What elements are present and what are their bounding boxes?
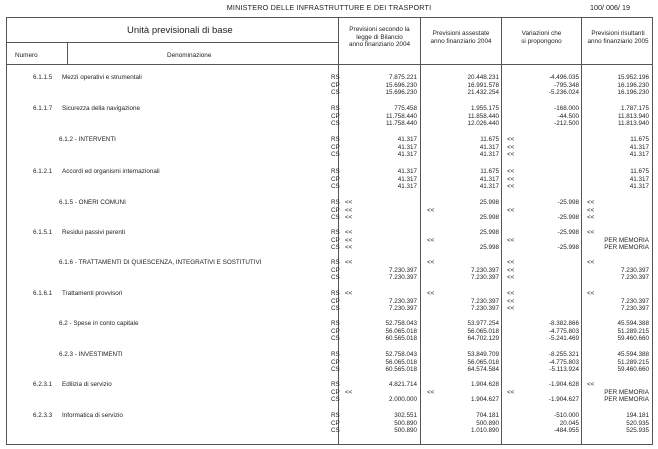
col-header-previsioni-bilancio: Previsioni secondo la legge di Bilancio anno finanziario 2004 <box>348 26 411 49</box>
value-column-2 <box>427 290 499 313</box>
value-cell: 7.875.221 <box>388 74 417 81</box>
value-cell: 21.432.254 <box>467 89 499 97</box>
value-cell: << <box>345 244 353 252</box>
page-number: 100/ 006/ 19 <box>590 3 630 12</box>
value-cell: << <box>507 168 515 175</box>
value-column-4 <box>587 229 649 252</box>
value-column-4 <box>587 74 649 97</box>
value-cell: 51.289.215 <box>617 358 649 366</box>
value-column-1 <box>345 229 417 252</box>
section-title: Unità previsionali di base <box>127 25 233 36</box>
table-row <box>7 259 654 289</box>
value-column-3 <box>507 105 579 128</box>
value-cell: 16.196.230 <box>617 81 649 89</box>
col-header-variazioni: Variazioni che si propongono <box>521 30 562 45</box>
header-divider-left <box>7 42 338 43</box>
value-column-4 <box>587 412 649 435</box>
type-label: RS <box>331 105 340 112</box>
row-description: Trattamenti provvisori <box>62 290 123 297</box>
value-cell: 20.448.231 <box>467 74 499 81</box>
row-description: Residui passivi perenti <box>62 229 125 236</box>
value-cell: -5.113.924 <box>549 366 579 374</box>
row-code: 6.1.1.7 <box>33 105 53 112</box>
value-column-3 <box>507 199 579 222</box>
value-cell: << <box>507 236 515 244</box>
row-code: 6.1.6.1 <box>33 290 53 297</box>
value-cell: 11.813.940 <box>617 112 649 120</box>
table-row <box>7 351 654 381</box>
value-cell: 41.317 <box>397 143 417 151</box>
value-column-2 <box>427 199 499 222</box>
value-cell: 41.317 <box>479 183 499 191</box>
value-cell: 302.551 <box>394 412 417 419</box>
type-label: RS <box>331 320 340 327</box>
value-cell: -25.998 <box>557 199 579 206</box>
value-cell: 59.460.660 <box>617 335 649 343</box>
value-cell: << <box>507 136 515 143</box>
type-label: RS <box>331 412 340 419</box>
row-types <box>331 74 340 97</box>
row-description: 6.1.2 - INTERVENTI <box>59 136 116 143</box>
type-label: CP <box>331 327 340 335</box>
row-description: Informatica di servizio <box>62 412 123 419</box>
type-label: RS <box>331 74 340 81</box>
table-row <box>7 381 654 411</box>
value-cell: 41.317 <box>479 175 499 183</box>
value-column-3 <box>507 229 579 252</box>
value-cell: -5.236.024 <box>548 89 579 97</box>
col-header-denominazione: Denominazione <box>167 52 212 59</box>
value-cell: 16.196.230 <box>617 89 649 97</box>
value-column-1 <box>345 136 417 159</box>
value-cell: << <box>507 175 515 183</box>
row-types <box>331 259 340 282</box>
row-types <box>331 105 340 128</box>
value-cell: << <box>507 266 515 274</box>
value-column-3 <box>507 351 579 374</box>
value-cell: 11.758.440 <box>385 112 417 120</box>
value-cell: 7.230.397 <box>620 305 649 313</box>
value-cell: 45.594.388 <box>617 320 649 327</box>
type-label: CP <box>331 206 340 214</box>
value-cell: PER MEMORIA <box>604 396 649 404</box>
value-column-4 <box>587 381 649 404</box>
value-column-1 <box>345 290 417 313</box>
value-cell: 25.998 <box>479 214 499 222</box>
value-cell: << <box>587 290 595 297</box>
row-description: Accordi ed organismi internazionali <box>62 168 160 175</box>
type-label: CS <box>331 274 340 282</box>
type-label: RS <box>331 290 340 297</box>
value-cell: << <box>345 236 353 244</box>
value-cell: 15.952.196 <box>617 74 649 81</box>
value-column-3 <box>507 320 579 343</box>
value-cell: -4.775.803 <box>548 327 579 335</box>
value-cell: 11.813.940 <box>617 120 649 128</box>
type-label: CS <box>331 89 340 97</box>
type-label: CS <box>331 396 340 404</box>
value-cell: 2.000.000 <box>388 396 417 404</box>
value-cell: 52.758.043 <box>385 351 417 358</box>
col-header-numero: Numero <box>15 52 38 59</box>
row-code: 6.2.3.3 <box>33 412 53 419</box>
value-column-2 <box>427 229 499 252</box>
value-column-4 <box>587 105 649 128</box>
value-cell: 20.045 <box>559 419 579 427</box>
value-cell: 7.230.397 <box>470 274 499 282</box>
value-column-2 <box>427 105 499 128</box>
value-cell: 7.230.397 <box>388 305 417 313</box>
value-cell: << <box>427 290 435 297</box>
value-column-4 <box>587 199 649 222</box>
value-column-3 <box>507 259 579 282</box>
value-cell: << <box>507 183 515 191</box>
value-cell: << <box>427 259 435 266</box>
value-column-4 <box>587 168 649 191</box>
value-cell: << <box>587 381 595 388</box>
value-column-3 <box>507 290 579 313</box>
value-cell: 41.317 <box>479 143 499 151</box>
value-cell: 41.317 <box>629 175 649 183</box>
value-column-1 <box>345 320 417 343</box>
type-label: RS <box>331 199 340 206</box>
value-cell: << <box>587 214 595 222</box>
value-column-3 <box>507 74 579 97</box>
value-cell: 500.890 <box>394 419 417 427</box>
value-column-2 <box>427 259 499 282</box>
value-column-1 <box>345 199 417 222</box>
value-cell: 41.317 <box>629 143 649 151</box>
value-cell: << <box>507 206 515 214</box>
type-label: CP <box>331 236 340 244</box>
value-column-2 <box>427 351 499 374</box>
value-cell: << <box>507 290 515 297</box>
value-cell: 520.935 <box>626 419 649 427</box>
value-cell: << <box>427 388 435 396</box>
value-cell: 525.935 <box>626 427 649 435</box>
value-column-3 <box>507 381 579 404</box>
row-types <box>331 412 340 435</box>
type-label: CS <box>331 214 340 222</box>
value-column-4 <box>587 290 649 313</box>
type-label: CP <box>331 143 340 151</box>
value-column-1 <box>345 74 417 97</box>
type-label: RS <box>331 136 340 143</box>
value-column-1 <box>345 259 417 282</box>
value-cell: 53.977.254 <box>467 320 499 327</box>
header-bottom-line <box>7 64 652 65</box>
value-cell: 500.890 <box>476 419 499 427</box>
row-code: 6.1.1.5 <box>33 74 53 81</box>
table-row <box>7 320 654 350</box>
type-label: CS <box>331 427 340 435</box>
value-cell: 11.858.440 <box>467 112 499 120</box>
value-cell: << <box>507 259 515 266</box>
type-label: CS <box>331 366 340 374</box>
value-cell: -25.998 <box>557 214 579 222</box>
value-cell: PER MEMORIA <box>604 388 649 396</box>
type-label: CS <box>331 305 340 313</box>
value-column-1 <box>345 168 417 191</box>
row-types <box>331 290 340 313</box>
value-cell: 1.010.890 <box>470 427 499 435</box>
row-types <box>331 320 340 343</box>
value-cell: << <box>345 229 353 236</box>
value-cell: -4.775.803 <box>548 358 579 366</box>
value-cell: 11.758.440 <box>385 120 417 128</box>
value-cell: << <box>427 206 435 214</box>
value-cell: << <box>587 199 595 206</box>
value-cell: << <box>345 259 353 266</box>
row-types <box>331 136 340 159</box>
table-row <box>7 290 654 320</box>
value-cell: 60.565.018 <box>385 335 417 343</box>
value-cell: 15.696.230 <box>385 89 417 97</box>
row-description: 6.1.6 - TRATTAMENTI DI QUIESCENZA, INTEGRATIVI E SOSTITUTIVI <box>59 259 262 266</box>
value-cell: << <box>587 259 595 266</box>
value-cell: 7.230.397 <box>620 297 649 305</box>
value-column-2 <box>427 381 499 404</box>
value-cell: 41.317 <box>479 151 499 159</box>
value-cell: -8.382.866 <box>548 320 579 327</box>
value-cell: 41.317 <box>397 183 417 191</box>
value-cell: << <box>507 151 515 159</box>
value-cell: -795.348 <box>554 81 579 89</box>
value-column-1 <box>345 351 417 374</box>
value-cell: 41.317 <box>397 151 417 159</box>
value-column-2 <box>427 412 499 435</box>
value-cell: 16.991.578 <box>467 81 499 89</box>
table-row <box>7 412 654 442</box>
value-cell: 7.230.397 <box>620 274 649 282</box>
value-cell: -168.000 <box>554 105 579 112</box>
value-cell: << <box>507 305 515 313</box>
value-cell: 25.998 <box>479 199 499 206</box>
value-cell: << <box>345 206 353 214</box>
row-description: 6.2 - Spese in conto capitale <box>59 320 139 327</box>
value-cell: 775.458 <box>394 105 417 112</box>
value-cell: << <box>345 388 353 396</box>
value-cell: << <box>427 236 435 244</box>
value-cell: << <box>345 214 353 222</box>
value-column-4 <box>587 351 649 374</box>
value-column-1 <box>345 105 417 128</box>
value-cell: 7.230.397 <box>388 297 417 305</box>
value-cell: 1.787.175 <box>620 105 649 112</box>
value-cell: 1.904.628 <box>470 381 499 388</box>
type-label: RS <box>331 381 340 388</box>
value-cell: -25.998 <box>557 244 579 252</box>
row-description: Sicurezza della navigazione <box>62 105 141 112</box>
table-row <box>7 105 654 135</box>
value-column-2 <box>427 136 499 159</box>
row-description: 6.1.5 - ONERI COMUNI <box>59 199 126 206</box>
header-title: MINISTERO DELLE INFRASTRUTTURE E DEI TRASPORTI <box>226 3 432 12</box>
budget-table <box>6 17 653 445</box>
value-cell: << <box>587 206 595 214</box>
table-row <box>7 199 654 229</box>
value-cell: 25.998 <box>479 244 499 252</box>
table-row <box>7 136 654 166</box>
type-label: CS <box>331 151 340 159</box>
value-cell: 64.702.129 <box>467 335 499 343</box>
value-cell: -484.955 <box>554 427 579 435</box>
row-types <box>331 229 340 252</box>
value-cell: -8.255.321 <box>548 351 579 358</box>
value-cell: 59.460.660 <box>617 366 649 374</box>
row-code: 6.1.2.1 <box>33 168 53 175</box>
value-cell: 56.065.018 <box>467 358 499 366</box>
value-cell: 41.317 <box>397 136 417 143</box>
value-cell: 15.696.230 <box>385 81 417 89</box>
value-cell: << <box>507 143 515 151</box>
type-label: CS <box>331 335 340 343</box>
type-label: RS <box>331 229 340 236</box>
value-cell: 41.317 <box>397 175 417 183</box>
value-cell: -1.904.628 <box>548 381 579 388</box>
value-column-2 <box>427 168 499 191</box>
value-cell: 4.821.714 <box>388 381 417 388</box>
row-code: 6.2.3.1 <box>33 381 53 388</box>
col-header-previsioni-assestate: Previsioni assestate anno finanziario 2004 <box>430 30 492 45</box>
value-cell: 1.955.175 <box>470 105 499 112</box>
value-cell: 11.675 <box>630 136 649 143</box>
type-label: CP <box>331 358 340 366</box>
type-label: CP <box>331 81 340 89</box>
table-row <box>7 168 654 198</box>
value-column-4 <box>587 259 649 282</box>
col-header-previsioni-risultanti: Previsioni risultanti anno finanziario 2005 <box>587 30 649 45</box>
value-cell: 52.758.043 <box>385 320 417 327</box>
value-cell: << <box>587 229 595 236</box>
value-cell: 41.317 <box>629 151 649 159</box>
value-cell: 7.230.397 <box>470 297 499 305</box>
row-types <box>331 381 340 404</box>
value-cell: 41.317 <box>397 168 417 175</box>
value-cell: 41.317 <box>629 183 649 191</box>
value-cell: << <box>345 290 353 297</box>
value-cell: 500.890 <box>394 427 417 435</box>
value-column-3 <box>507 168 579 191</box>
value-cell: 7.230.397 <box>388 266 417 274</box>
value-cell: 7.230.397 <box>388 274 417 282</box>
type-label: CP <box>331 419 340 427</box>
value-cell: PER MEMORIA <box>604 244 649 252</box>
value-cell: 7.230.397 <box>620 266 649 274</box>
row-types <box>331 199 340 222</box>
value-cell: 53.849.709 <box>467 351 499 358</box>
value-cell: PER MEMORIA <box>604 236 649 244</box>
type-label: CS <box>331 183 340 191</box>
value-cell: 11.675 <box>480 168 499 175</box>
value-cell: 60.565.018 <box>385 366 417 374</box>
row-types <box>331 351 340 374</box>
value-cell: -1.904.627 <box>548 396 579 404</box>
value-cell: 56.065.018 <box>385 358 417 366</box>
value-cell: << <box>507 297 515 305</box>
value-cell: 11.675 <box>630 168 649 175</box>
row-types <box>331 168 340 191</box>
value-column-2 <box>427 320 499 343</box>
value-cell: 56.065.018 <box>385 327 417 335</box>
value-cell: -510.000 <box>554 412 579 419</box>
value-cell: 704.181 <box>476 412 499 419</box>
row-description: Mezzi operativi e strumentali <box>62 74 142 81</box>
type-label: RS <box>331 351 340 358</box>
value-cell: 45.594.388 <box>617 351 649 358</box>
numero-divider <box>67 42 68 64</box>
type-label: CP <box>331 266 340 274</box>
value-column-3 <box>507 412 579 435</box>
type-label: CP <box>331 388 340 396</box>
value-column-2 <box>427 74 499 97</box>
type-label: CS <box>331 120 340 128</box>
value-column-1 <box>345 412 417 435</box>
value-cell: 12.026.440 <box>467 120 499 128</box>
value-cell: 1.904.627 <box>470 396 499 404</box>
value-cell: << <box>507 388 515 396</box>
value-cell: 11.675 <box>480 136 499 143</box>
table-row <box>7 74 654 104</box>
type-label: CP <box>331 175 340 183</box>
table-row <box>7 229 654 259</box>
value-column-1 <box>345 381 417 404</box>
value-cell: 51.289.215 <box>617 327 649 335</box>
value-cell: 56.065.018 <box>467 327 499 335</box>
value-cell: << <box>345 199 353 206</box>
row-description: Edilizia di servizio <box>62 381 112 388</box>
value-cell: 7.230.397 <box>470 266 499 274</box>
value-cell: -212.500 <box>554 120 579 128</box>
value-cell: 7.230.397 <box>470 305 499 313</box>
value-cell: -25.998 <box>557 229 579 236</box>
type-label: CP <box>331 297 340 305</box>
type-label: CS <box>331 244 340 252</box>
value-cell: 194.181 <box>626 412 649 419</box>
value-column-4 <box>587 136 649 159</box>
type-label: CP <box>331 112 340 120</box>
type-label: RS <box>331 259 340 266</box>
value-column-3 <box>507 136 579 159</box>
value-cell: << <box>507 274 515 282</box>
value-cell: 25.998 <box>479 229 499 236</box>
value-cell: -4.496.035 <box>548 74 579 81</box>
row-code: 6.1.5.1 <box>33 229 53 236</box>
type-label: RS <box>331 168 340 175</box>
value-cell: -44.500 <box>557 112 579 120</box>
value-column-4 <box>587 320 649 343</box>
value-cell: 64.574.584 <box>467 366 499 374</box>
value-cell: -5.241.469 <box>548 335 579 343</box>
row-description: 6.2.3 - INVESTIMENTI <box>59 351 123 358</box>
